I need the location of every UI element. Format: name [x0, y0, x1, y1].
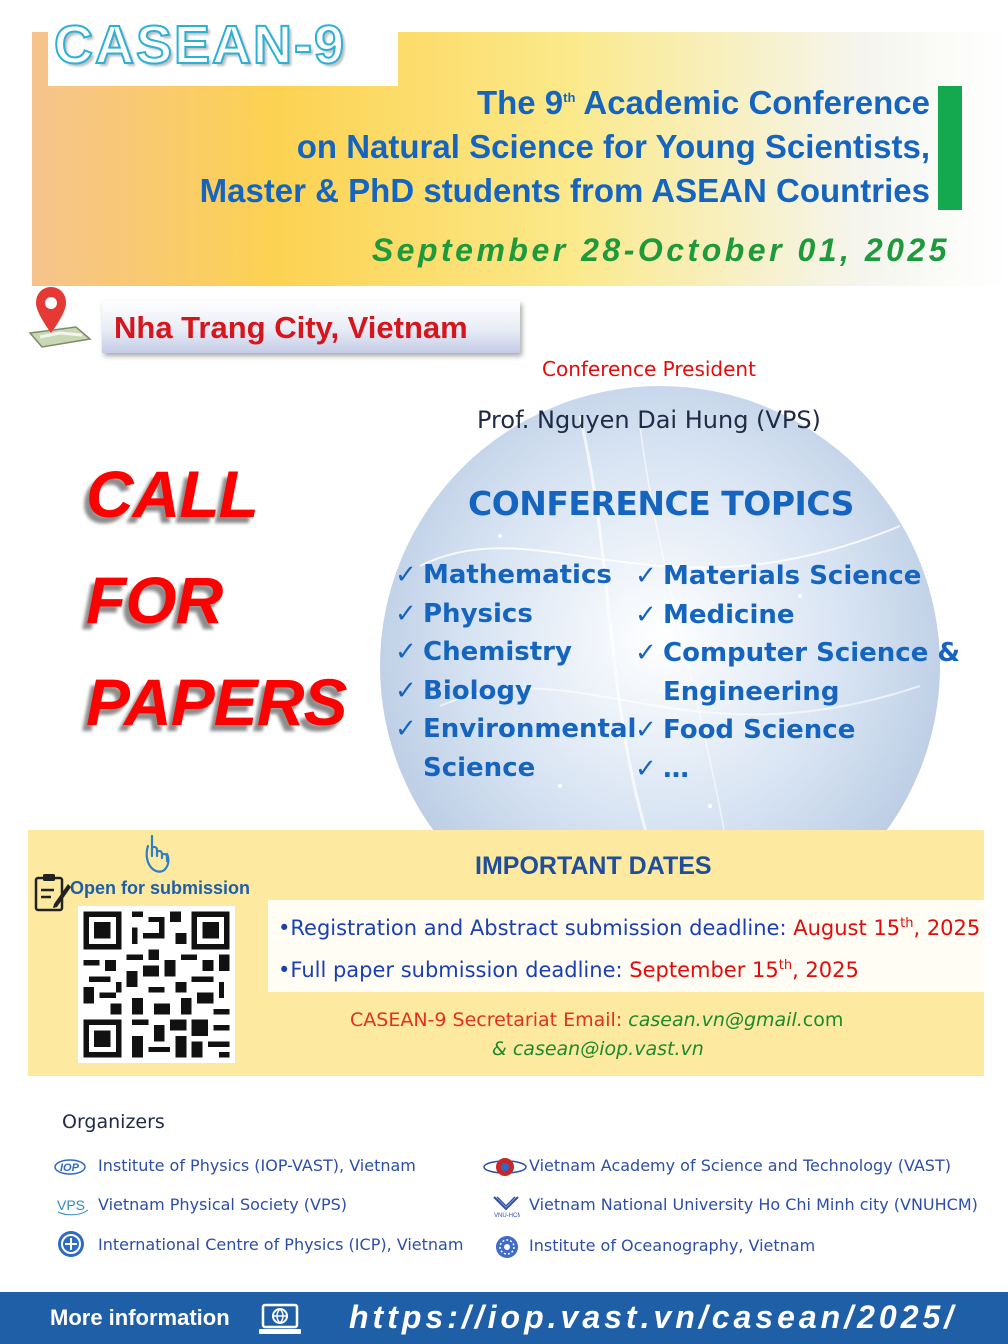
topic-item-continued: Science [423, 753, 536, 783]
check-icon: ✓ [395, 676, 417, 706]
pointing-hand-icon [140, 834, 174, 883]
check-icon: ✓ [395, 714, 417, 744]
submission-qr-code[interactable] [78, 906, 235, 1063]
topics-title: CONFERENCE TOPICS [468, 484, 854, 523]
deadline-abstract: •Registration and Abstract submission deadline: August 15th, 2025 [278, 916, 981, 940]
clipboard-edit-icon [34, 872, 72, 917]
organizer-vps: Vietnam Physical Society (VPS) [98, 1195, 348, 1214]
president-label: Conference President [542, 357, 756, 381]
check-icon: ✓ [635, 754, 657, 784]
topic-item: Mathematics [423, 560, 612, 590]
organizer-vast: Vietnam Academy of Science and Technology (VAST) [529, 1156, 951, 1175]
organizer-icp: International Centre of Physics (ICP), Vietnam [98, 1235, 464, 1254]
map-pin-icon [24, 287, 94, 353]
important-dates-title: IMPORTANT DATES [475, 852, 712, 880]
svg-text:VNU-HCM: VNU-HCM [494, 1213, 520, 1219]
check-icon: ✓ [395, 560, 417, 590]
check-icon: ✓ [395, 637, 417, 667]
secretariat-email: CASEAN-9 Secretariat Email: casean.vn@gmail.com [350, 1009, 844, 1031]
website-link[interactable]: https://iop.vast.vn/casean/2025/ [349, 1299, 958, 1335]
open-submission-label: Open for submission [70, 878, 251, 898]
topic-item: Chemistry [423, 637, 572, 667]
title-line-3: Master & PhD students from ASEAN Countries [199, 172, 930, 209]
topic-item: Physics [423, 599, 533, 629]
organizers-label: Organizers [62, 1111, 165, 1133]
conference-logo: CASEAN-9 [54, 15, 347, 75]
topic-item: Medicine [663, 600, 795, 630]
organizer-vnuhcm: Vietnam National University Ho Chi Minh city (VNUHCM) [529, 1195, 978, 1214]
accent-bar [938, 86, 962, 210]
topic-item-continued: Engineering [663, 677, 840, 707]
organizer-oceanography: Institute of Oceanography, Vietnam [529, 1236, 816, 1255]
check-icon: ✓ [635, 638, 657, 668]
cfp-word-papers: PAPERS [86, 665, 347, 739]
deadline-full-paper: •Full paper submission deadline: September 15th, 2025 [278, 958, 859, 982]
check-icon: ✓ [395, 599, 417, 629]
topic-item: Materials Science [663, 561, 922, 591]
location-text: Nha Trang City, Vietnam [114, 310, 468, 345]
topic-item: Biology [423, 676, 532, 706]
svg-text:VPS: VPS [57, 1197, 86, 1213]
conference-dates: September 28-October 01, 2025 [371, 232, 950, 268]
check-icon: ✓ [635, 715, 657, 745]
ocean-institute-logo-icon [494, 1234, 526, 1260]
cfp-word-call: CALL [86, 457, 258, 531]
iop-logo-icon [54, 1153, 86, 1179]
title-line-1: The 9th Academic Conference [476, 84, 930, 121]
check-icon: ✓ [635, 600, 657, 630]
president-name: Prof. Nguyen Dai Hung (VPS) [477, 406, 821, 434]
more-information-label: More information [50, 1305, 230, 1330]
vnuhcm-logo-icon [492, 1193, 524, 1219]
vps-logo-icon [56, 1192, 88, 1218]
organizer-iop: Institute of Physics (IOP-VAST), Vietnam [98, 1156, 416, 1175]
title-line-2: on Natural Science for Young Scientists, [296, 128, 930, 165]
topic-item: … [663, 754, 689, 784]
vast-logo-icon [482, 1154, 514, 1180]
email-link-gmail[interactable]: casean.vn@gmail. [628, 1009, 803, 1031]
topic-item: Environmental [423, 714, 637, 744]
cfp-word-for: FOR [86, 563, 223, 637]
topic-item: Food Science [663, 715, 856, 745]
icp-logo-icon [56, 1229, 88, 1255]
svg-text:IOP: IOP [60, 1162, 79, 1174]
check-icon: ✓ [635, 561, 657, 591]
monitor-globe-icon [258, 1303, 302, 1342]
topic-item: Computer Science & [663, 638, 961, 668]
email-link-iop[interactable]: & casean@iop.vast.vn [492, 1038, 704, 1060]
